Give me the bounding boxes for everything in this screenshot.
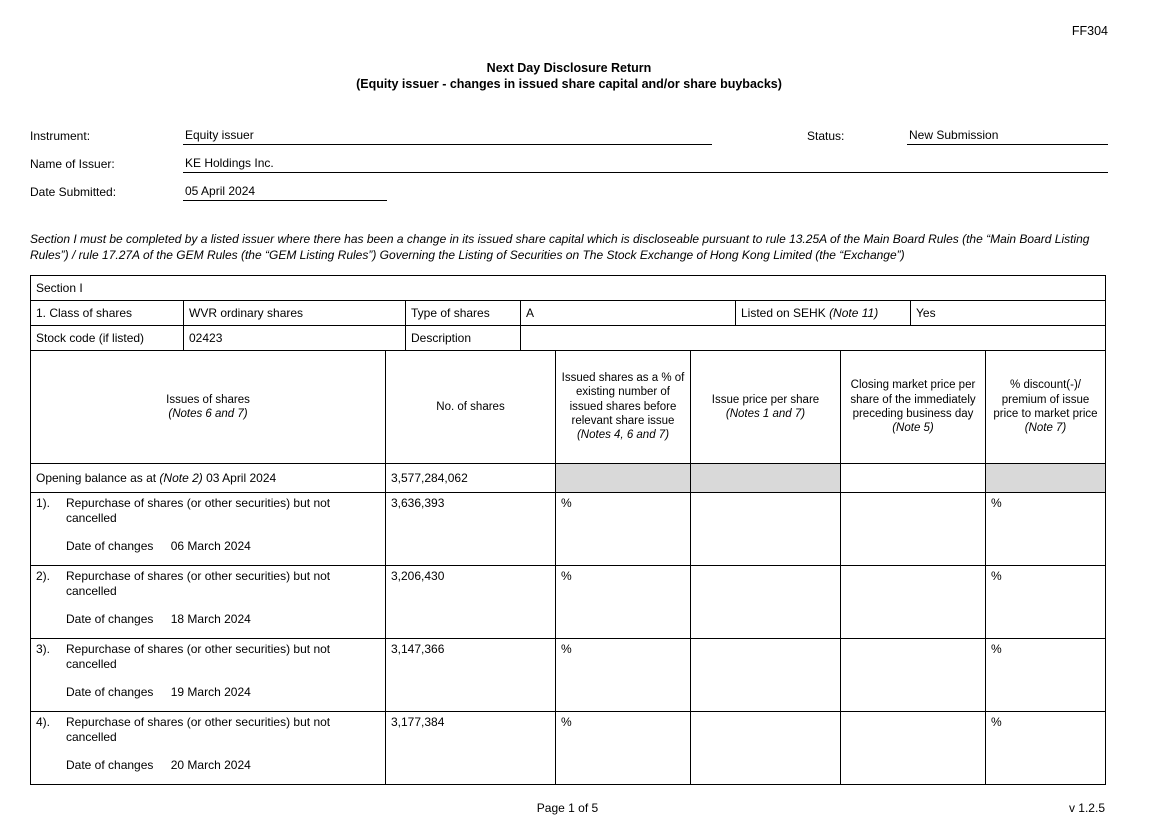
pct-existing-value: % — [556, 492, 691, 565]
opening-balance-shares: 3,577,284,062 — [386, 463, 556, 492]
col-header-text: Issues of shares — [166, 393, 250, 406]
description-label: Description — [406, 325, 521, 350]
date-of-changes-label: Date of changes — [66, 684, 154, 699]
discount-premium-value: % — [986, 638, 1106, 711]
column-header-row — [31, 350, 1106, 463]
col-header-text: Issue price per share — [711, 393, 820, 406]
issuer-name-value: KE Holdings Inc. — [183, 156, 1108, 173]
no-of-shares-value: 3,206,430 — [386, 565, 556, 638]
entry-number: 1). — [36, 495, 51, 510]
entry-number: 2). — [36, 568, 51, 583]
closing-price-value — [841, 492, 986, 565]
document-title: Next Day Disclosure Return — [486, 61, 652, 75]
version-label: v 1.2.5 — [1068, 800, 1105, 815]
entry-description-cell — [31, 565, 386, 638]
shaded-cell — [986, 463, 1106, 492]
section1-title-row — [31, 275, 1106, 300]
note-2-reference: (Note 2) — [159, 470, 203, 485]
entry-date-line — [66, 758, 380, 772]
share-change-row-4 — [31, 711, 1106, 784]
entry-date-line — [66, 685, 380, 699]
date-of-changes-value: 18 March 2024 — [170, 611, 251, 626]
class-of-shares-row — [31, 300, 1106, 325]
type-of-shares-label: Type of shares — [406, 300, 521, 325]
listed-on-sehk-label — [736, 300, 911, 325]
section1-instructions: Section I must be completed by a listed issuer where there has been a change in its issued share capital which is discloseable pursuant to rule 13.25A of the Main Board Rules (the “Main Board Listing Rules”) / rule 17.27A of the GEM Rules (the “GEM Listing Rules”) Governing the Listing of Securities on The Stock Exchange of Hong Kong Limited (the “Exchange”) — [30, 231, 1090, 262]
note-11-reference: (Note 11) — [829, 305, 879, 320]
col-header-text: % discount(-)/ premium of issue price to market price — [993, 379, 1098, 420]
opening-balance-row — [31, 463, 1106, 492]
date-of-changes-label: Date of changes — [66, 538, 154, 553]
discount-premium-value: % — [986, 565, 1106, 638]
section1-title: Section I — [31, 275, 1106, 300]
col-header-text: Issued shares as a % of existing number of issued shares before relevant share issue — [561, 371, 685, 428]
share-change-row-2 — [31, 565, 1106, 638]
issue-price-value — [691, 565, 841, 638]
opening-balance-label-text: Opening balance as at — [36, 470, 160, 485]
section1-info-table — [30, 275, 1106, 351]
issue-price-value — [691, 711, 841, 784]
entry-head — [36, 569, 380, 599]
date-of-changes-value: 20 March 2024 — [170, 757, 251, 772]
pct-existing-value: % — [556, 711, 691, 784]
date-submitted-label: Date Submitted: — [30, 184, 117, 199]
empty-cell — [841, 463, 986, 492]
status-value: New Submission — [907, 128, 1108, 145]
closing-price-value — [841, 711, 986, 784]
col-header-no-of-shares — [386, 350, 556, 463]
note-reference: (Notes 1 and 7) — [725, 407, 806, 420]
share-change-row-1 — [31, 492, 1106, 565]
note-reference: (Note 7) — [1024, 422, 1067, 435]
document-subtitle: (Equity issuer - changes in issued share capital and/or share buybacks) — [356, 77, 782, 92]
discount-premium-value: % — [986, 711, 1106, 784]
date-of-changes-value: 06 March 2024 — [170, 538, 251, 553]
col-header-issue-price — [691, 350, 841, 463]
stock-code-value: 02423 — [184, 325, 406, 350]
class-of-shares-label: 1. Class of shares — [31, 300, 184, 325]
class-of-shares-value: WVR ordinary shares — [184, 300, 406, 325]
discount-premium-value: % — [986, 492, 1106, 565]
shaded-cell — [556, 463, 691, 492]
no-of-shares-value: 3,147,366 — [386, 638, 556, 711]
entry-date-line — [66, 539, 380, 553]
status-label: Status: — [807, 128, 845, 143]
header-fields — [30, 117, 1108, 201]
section1-entries-table — [30, 350, 1106, 785]
instrument-row — [30, 117, 1108, 145]
entry-head — [36, 715, 380, 745]
note-reference: (Note 5) — [892, 422, 934, 435]
page-number: Page 1 of 5 — [536, 800, 599, 815]
issuer-name-label: Name of Issuer: — [30, 156, 115, 171]
opening-balance-date: 03 April 2024 — [202, 470, 277, 485]
entry-head — [36, 496, 380, 526]
col-header-discount-premium — [986, 350, 1106, 463]
note-reference: (Notes 6 and 7) — [168, 407, 248, 420]
pct-existing-value: % — [556, 638, 691, 711]
issue-price-value — [691, 638, 841, 711]
type-of-shares-value: A — [521, 300, 736, 325]
col-header-text: Closing market price per share of the immediately preceding business day — [850, 379, 976, 420]
entry-description: Repurchase of shares (or other securities) but not cancelled — [66, 568, 331, 598]
note-reference: (Notes 4, 6 and 7) — [576, 429, 670, 442]
stock-code-label: Stock code (if listed) — [31, 325, 184, 350]
entry-description: Repurchase of shares (or other securities) but not cancelled — [66, 641, 331, 671]
opening-balance-label — [31, 463, 386, 492]
title-block — [30, 60, 1108, 93]
entry-description-cell — [31, 638, 386, 711]
date-submitted-row — [30, 173, 1108, 201]
page-footer — [30, 801, 1105, 815]
issuer-row — [30, 145, 1108, 173]
share-change-row-3 — [31, 638, 1106, 711]
instrument-value: Equity issuer — [183, 128, 712, 145]
issue-price-value — [691, 492, 841, 565]
listed-on-sehk-label-text: Listed on SEHK — [741, 305, 830, 320]
no-of-shares-value: 3,636,393 — [386, 492, 556, 565]
stock-code-row — [31, 325, 1106, 350]
col-header-text: No. of shares — [436, 400, 505, 413]
entry-head — [36, 642, 380, 672]
entry-number: 4). — [36, 714, 51, 729]
shaded-cell — [691, 463, 841, 492]
date-of-changes-label: Date of changes — [66, 757, 154, 772]
closing-price-value — [841, 638, 986, 711]
no-of-shares-value: 3,177,384 — [386, 711, 556, 784]
description-value — [521, 325, 1106, 350]
col-header-closing-price — [841, 350, 986, 463]
col-header-issued-shares-percent — [556, 350, 691, 463]
entry-description: Repurchase of shares (or other securities) but not cancelled — [66, 495, 331, 525]
closing-price-value — [841, 565, 986, 638]
form-code: FF304 — [1071, 24, 1108, 38]
entry-description-cell — [31, 711, 386, 784]
entry-description-cell — [31, 492, 386, 565]
entry-description: Repurchase of shares (or other securities) but not cancelled — [66, 714, 331, 744]
entry-number: 3). — [36, 641, 51, 656]
listed-on-sehk-value: Yes — [911, 300, 1106, 325]
col-header-issues-of-shares — [31, 350, 386, 463]
entry-date-line — [66, 612, 380, 626]
date-of-changes-label: Date of changes — [66, 611, 154, 626]
instrument-label: Instrument: — [30, 128, 91, 143]
date-of-changes-value: 19 March 2024 — [170, 684, 251, 699]
date-submitted-value: 05 April 2024 — [183, 184, 387, 201]
pct-existing-value: % — [556, 565, 691, 638]
